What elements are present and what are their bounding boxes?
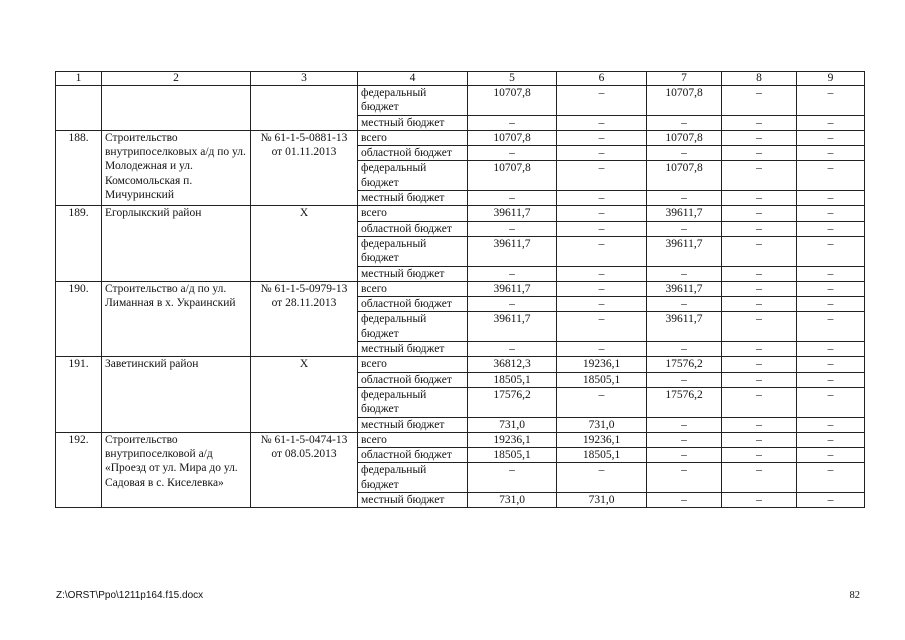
amount-cell: – [797,266,865,281]
budget-source: областной бюджет [358,448,468,463]
budget-source: федеральный бюджет [358,312,468,342]
amount-cell: – [468,297,557,312]
amount-cell: – [647,191,722,206]
amount-cell: 731,0 [468,417,557,432]
amount-cell: – [722,357,797,372]
amount-cell: – [647,115,722,130]
amount-cell: – [797,357,865,372]
amount-cell: 39611,7 [647,312,722,342]
amount-cell: 17576,2 [647,387,722,417]
amount-cell: – [797,130,865,145]
amount-cell: – [797,448,865,463]
amount-cell: – [722,221,797,236]
amount-cell: – [722,115,797,130]
table-row [56,281,865,296]
amount-cell: – [722,448,797,463]
amount-cell: – [468,115,557,130]
amount-cell: 39611,7 [647,236,722,266]
amount-cell: – [722,206,797,221]
table-row [56,357,865,372]
amount-cell: – [722,342,797,357]
amount-cell: – [557,387,647,417]
amount-cell: – [722,281,797,296]
column-header: 3 [251,72,358,86]
column-header: 5 [468,72,557,86]
budget-source: местный бюджет [358,493,468,508]
amount-cell: – [557,115,647,130]
row-number: 191. [56,357,102,432]
amount-cell: 10707,8 [647,130,722,145]
column-header: 7 [647,72,722,86]
file-path: Z:\ORST\Ppo\1211p164.f15.docx [56,590,204,601]
budget-source: областной бюджет [358,297,468,312]
amount-cell: – [722,417,797,432]
amount-cell: – [468,191,557,206]
amount-cell: – [557,86,647,116]
budget-source: федеральный бюджет [358,86,468,116]
amount-cell: – [797,115,865,130]
column-header: 8 [722,72,797,86]
amount-cell: – [647,448,722,463]
budget-source: местный бюджет [358,115,468,130]
amount-cell: 18505,1 [557,448,647,463]
amount-cell: – [557,463,647,493]
amount-cell: – [797,342,865,357]
amount-cell: – [647,417,722,432]
project-name: Строительство внутрипоселковых а/д по ул. Молодежная и ул. Комсомольская п. Мичуринский [102,130,251,205]
budget-source: местный бюджет [358,266,468,281]
amount-cell: 39611,7 [468,281,557,296]
amount-cell: 731,0 [557,493,647,508]
amount-cell: – [557,130,647,145]
budget-source: местный бюджет [358,191,468,206]
amount-cell: – [722,372,797,387]
amount-cell: – [797,281,865,296]
amount-cell: – [722,161,797,191]
amount-cell: – [647,146,722,161]
amount-cell: – [557,297,647,312]
amount-cell: – [468,266,557,281]
amount-cell: – [557,236,647,266]
amount-cell: – [722,432,797,447]
approval-code: Х [251,206,358,281]
amount-cell: – [722,493,797,508]
amount-cell: 39611,7 [647,281,722,296]
amount-cell: – [557,206,647,221]
amount-cell: – [722,266,797,281]
budget-source: федеральный бюджет [358,387,468,417]
table-body [56,86,865,508]
budget-source: местный бюджет [358,342,468,357]
row-number [56,86,102,131]
budget-source: федеральный бюджет [358,161,468,191]
amount-cell: 10707,8 [468,86,557,116]
amount-cell: – [797,312,865,342]
amount-cell: – [722,191,797,206]
budget-source: всего [358,432,468,447]
amount-cell: – [647,463,722,493]
amount-cell: – [722,312,797,342]
budget-source: всего [358,206,468,221]
amount-cell: 19236,1 [557,432,647,447]
budget-source: областной бюджет [358,221,468,236]
project-name: Строительство а/д по ул. Лиманная в х. Украинский [102,281,251,356]
project-name: Егорлыкский район [102,206,251,281]
column-header: 1 [56,72,102,86]
amount-cell: 18505,1 [557,372,647,387]
amount-cell: – [797,86,865,116]
amount-cell: 10707,8 [468,161,557,191]
amount-cell: – [797,191,865,206]
amount-cell: – [557,191,647,206]
project-name: Строительство внутрипоселковой а/д «Проезд от ул. Мира до ул. Садовая в с. Киселевка» [102,432,251,507]
amount-cell: – [468,221,557,236]
amount-cell: – [647,297,722,312]
amount-cell: – [647,432,722,447]
amount-cell: 17576,2 [647,357,722,372]
amount-cell: – [557,146,647,161]
row-number: 190. [56,281,102,356]
row-number: 189. [56,206,102,281]
amount-cell: – [722,297,797,312]
amount-cell: – [468,146,557,161]
table-row [56,206,865,221]
amount-cell: 36812,3 [468,357,557,372]
amount-cell: 19236,1 [468,432,557,447]
column-header: 9 [797,72,865,86]
amount-cell: – [647,372,722,387]
table-row [56,130,865,145]
budget-source: всего [358,130,468,145]
amount-cell: – [797,297,865,312]
amount-cell: 10707,8 [647,161,722,191]
amount-cell: – [647,266,722,281]
amount-cell: 39611,7 [468,236,557,266]
amount-cell: – [722,387,797,417]
amount-cell: – [468,463,557,493]
amount-cell: – [797,493,865,508]
page-number: 82 [849,590,860,601]
amount-cell: – [557,221,647,236]
amount-cell: 18505,1 [468,448,557,463]
amount-cell: 731,0 [468,493,557,508]
project-name [102,86,251,131]
budget-source: федеральный бюджет [358,463,468,493]
budget-source: местный бюджет [358,417,468,432]
amount-cell: 39611,7 [647,206,722,221]
table-row [56,432,865,447]
amount-cell: – [722,463,797,493]
amount-cell: – [797,146,865,161]
amount-cell: – [797,417,865,432]
budget-source: федеральный бюджет [358,236,468,266]
amount-cell: 17576,2 [468,387,557,417]
amount-cell: – [647,342,722,357]
amount-cell: – [557,281,647,296]
row-number: 192. [56,432,102,507]
amount-cell: 19236,1 [557,357,647,372]
amount-cell: 18505,1 [468,372,557,387]
amount-cell: 10707,8 [468,130,557,145]
amount-cell: – [722,146,797,161]
amount-cell: – [647,221,722,236]
amount-cell: – [468,342,557,357]
amount-cell: – [557,161,647,191]
budget-source: всего [358,281,468,296]
approval-code: Х [251,357,358,432]
amount-cell: – [797,206,865,221]
amount-cell: – [722,130,797,145]
project-name: Заветинский район [102,357,251,432]
amount-cell: – [557,312,647,342]
header-row [56,72,865,86]
approval-code: № 61-1-5-0979-13 от 28.11.2013 [251,281,358,356]
amount-cell: 39611,7 [468,206,557,221]
budget-source: областной бюджет [358,146,468,161]
amount-cell: – [797,236,865,266]
budget-table [55,71,865,508]
amount-cell: – [797,463,865,493]
amount-cell: – [722,236,797,266]
approval-code: № 61-1-5-0474-13 от 08.05.2013 [251,432,358,507]
amount-cell: – [797,161,865,191]
amount-cell: – [797,372,865,387]
amount-cell: – [797,221,865,236]
row-number: 188. [56,130,102,205]
amount-cell: – [557,342,647,357]
amount-cell: – [797,432,865,447]
amount-cell: 10707,8 [647,86,722,116]
amount-cell: 731,0 [557,417,647,432]
column-header: 6 [557,72,647,86]
column-header: 2 [102,72,251,86]
approval-code [251,86,358,131]
amount-cell: – [647,493,722,508]
budget-source: областной бюджет [358,372,468,387]
amount-cell: – [557,266,647,281]
amount-cell: 39611,7 [468,312,557,342]
amount-cell: – [797,387,865,417]
column-header: 4 [358,72,468,86]
approval-code: № 61-1-5-0881-13 от 01.11.2013 [251,130,358,205]
amount-cell: – [722,86,797,116]
table-row [56,86,865,116]
budget-source: всего [358,357,468,372]
